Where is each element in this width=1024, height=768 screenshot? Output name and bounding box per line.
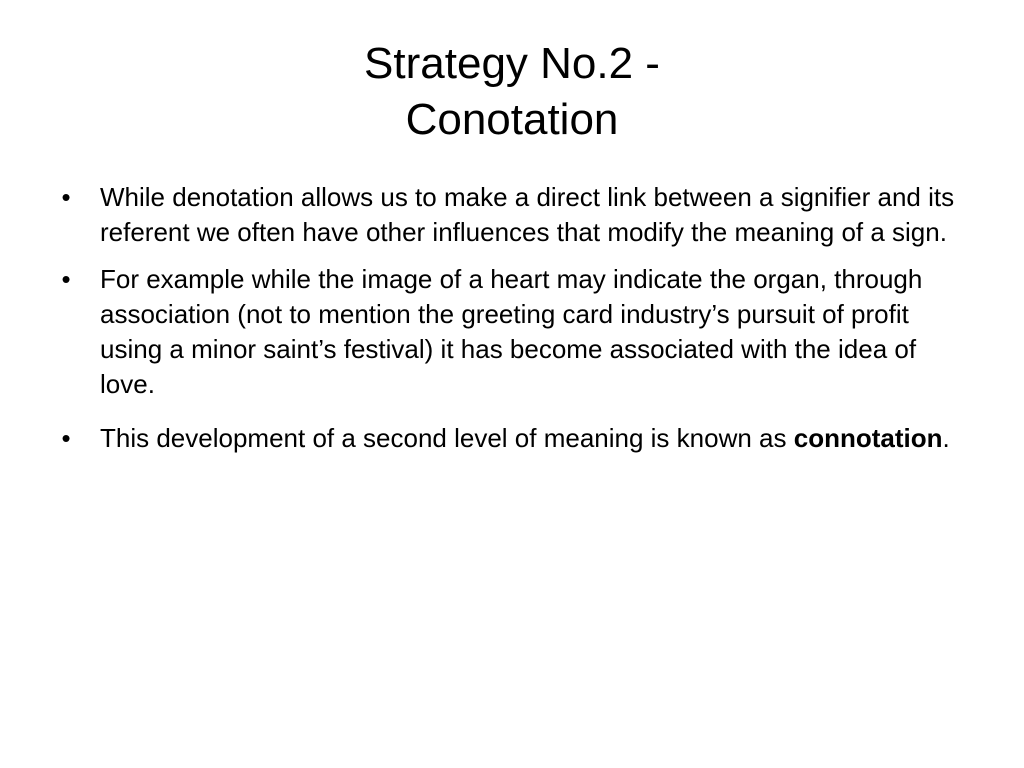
bullet-text-2: For example while the image of a heart may indicate the organ, through association (not to mention the greeting card industry’s pursuit of profit using a minor saint’s festival) it has become associated with the idea of love. [100,264,923,399]
term-suffix: . [942,423,950,453]
bullet-list [56,180,966,474]
bullet-item-2 [56,262,966,402]
slide-title [0,36,1024,148]
bullet-item-1 [56,180,966,250]
bullet-icon: • [61,182,71,212]
title-line-1: Strategy No.2 - [364,39,660,88]
bullet-item-3 [56,414,966,462]
bullet-text-1: While denotation allows us to make a direct link between a signifier and its referent we often have other influences that modify the meaning of a sign. [100,182,955,247]
bullet-icon: • [61,423,71,453]
bullet-icon: • [61,264,71,294]
bullet-text-3: This development of a second level of meaning is known as [100,423,787,453]
title-line-2: Conotation [405,95,619,144]
connotation-term: connotation [793,423,943,453]
